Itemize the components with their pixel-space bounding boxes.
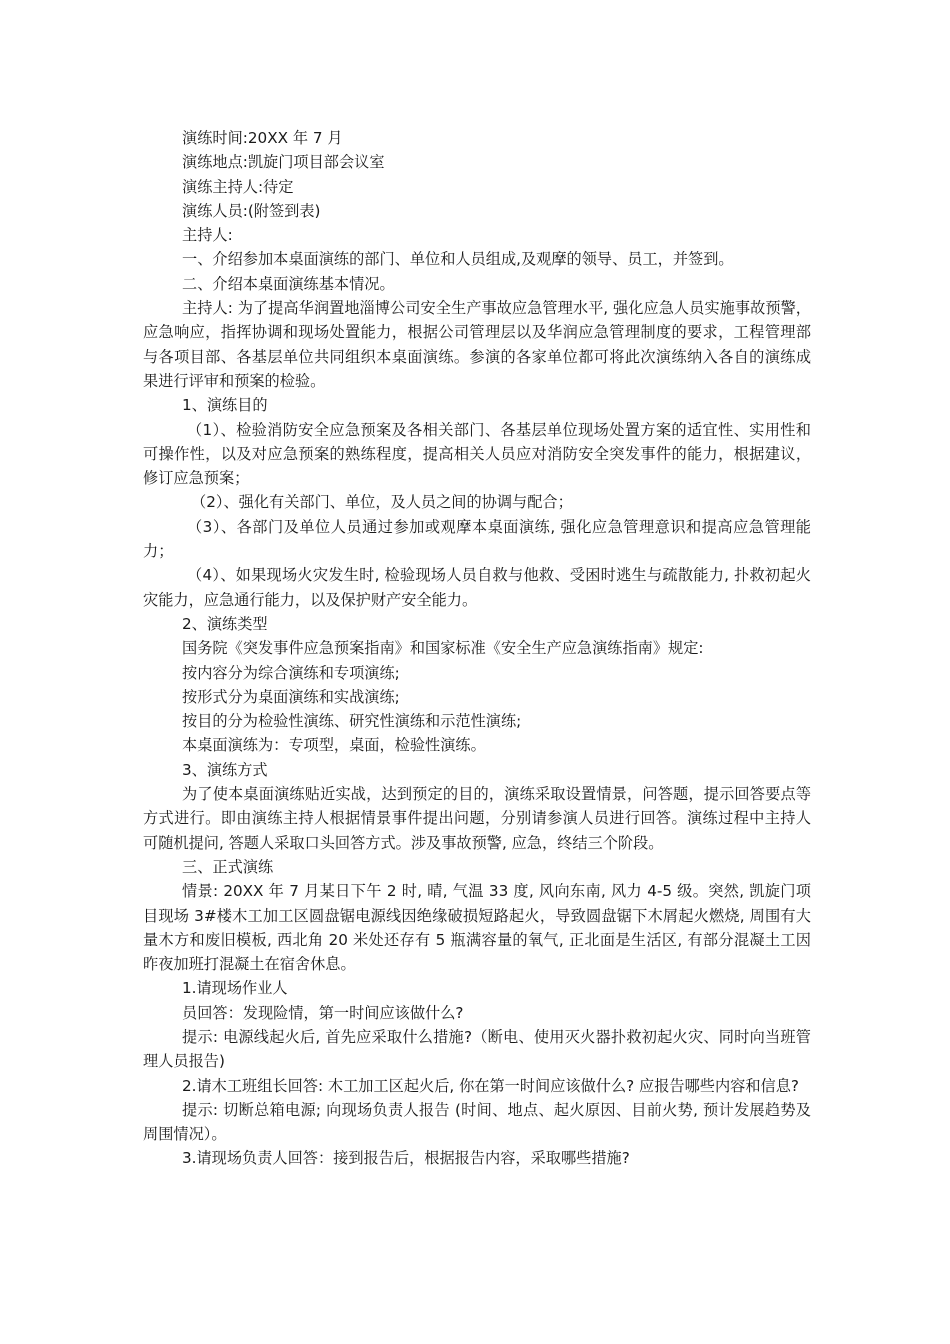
method-description: 为了使本桌面演练贴近实战，达到预定的目的，演练采取设置情景，问答题，提示回答要点等方式进行。即由演练主持人根据情景事件提出问题，分别请参演人员进行回答。演练过程中主持人可随机提问, 答题人采取口头回答方式。涉及事故预警, 应急，终结三个阶段。 [143, 785, 811, 852]
type-by-purpose: 按目的分为检验性演练、研究性演练和示范性演练; [182, 712, 522, 731]
drill-location: 演练地点:凯旋门项目部会议室 [182, 153, 385, 172]
question-1-prompt: 1.请现场作业人 [182, 979, 288, 998]
question-1-hint: 提示: 电源线起火后, 首先应采取什么措施?（断电、使用灭火器扑救初起火灾、同时向当班管理人员报告) [143, 1027, 811, 1071]
subheading-type: 2、演练类型 [182, 614, 268, 633]
purpose-item-3: （3）、各部门及单位人员通过参加或观摩本桌面演练, 强化应急管理意识和提高应急管理能力； [143, 517, 811, 561]
type-by-content: 按内容分为综合演练和专项演练; [182, 663, 400, 682]
type-regulation: 国务院《突发事件应急预案指南》和国家标准《安全生产应急演练指南》规定: [182, 639, 704, 658]
purpose-item-2: （2）、强化有关部门、单位，及人员之间的协调与配合； [191, 493, 573, 512]
section-heading-3: 三、正式演练 [182, 857, 274, 876]
purpose-item-1: （1）、检验消防安全应急预案及各相关部门、各基层单位现场处置方案的适宜性、实用性和可操作性，以及对应急预案的熟练程度，提高相关人员应对消防安全突发事件的能力，根据建议，修订应急预案； [143, 420, 811, 488]
question-2-hint: 提示: 切断总箱电源; 向现场负责人报告 (时间、地点、起火原因、目前火势, 预计发展趋势及周围情况）。 [143, 1100, 811, 1144]
type-this-drill: 本桌面演练为：专项型，桌面，检验性演练。 [182, 736, 486, 755]
subheading-purpose: 1、演练目的 [182, 396, 268, 415]
host-intro: 主持人: 为了提高华润置地淄博公司安全生产事故应急管理水平, 强化应急人员实施事故预警，应急响应，指挥协调和现场处置能力，根据公司管理层以及华润应急管理制度的要求，工程管理部与各项目部、各基层单位共同组织本桌面演练。参演的各家单位都可将此次演练纳入各自的演练成果进行评审和预案的检验。 [143, 299, 811, 390]
type-by-form: 按形式分为桌面演练和实战演练; [182, 687, 400, 706]
document-body [143, 126, 811, 1171]
scenario-description: 情景: 20XX 年 7 月某日下午 2 时, 晴, 气温 33 度, 风向东南, 风力 4-5 级。突然, 凯旋门项目现场 3#楼木工加工区圆盘锯电源线因绝缘破损短路起火，导致圆盘锯下木屑起火燃烧, 周围有大量木方和废旧模板, 西北角 20 米处还存有 5 瓶满容量的氧气, 正北面是生活区, 有部分混凝土工因昨夜加班打混凝土在宿舍休息。 [143, 882, 811, 974]
question-3-text: 3.请现场负责人回答：接到报告后，根据报告内容，采取哪些措施? [182, 1149, 630, 1168]
section-heading-2: 二、介绍本桌面演练基本情况。 [182, 274, 395, 293]
section-heading-1: 一、介绍参加本桌面演练的部门、单位和人员组成,及观摩的领导、员工，并签到。 [182, 250, 734, 269]
question-2-text: 2.请木工班组长回答: 木工加工区起火后, 你在第一时间应该做什么? 应报告哪些内容和信息? [182, 1076, 799, 1095]
subheading-method: 3、演练方式 [182, 760, 268, 779]
host-label: 主持人: [182, 226, 233, 245]
drill-time: 演练时间:20XX 年 7 月 [182, 129, 343, 147]
question-1-text: 员回答：发现险情，第一时间应该做什么? [182, 1003, 464, 1022]
drill-host: 演练主持人:待定 [182, 177, 294, 196]
drill-participants: 演练人员:(附签到表) [182, 201, 321, 220]
purpose-item-4: （4）、如果现场火灾发生时, 检验现场人员自救与他救、受困时逃生与疏散能力, 扑救初起火灾能力，应急通行能力，以及保护财产安全能力。 [143, 566, 811, 609]
